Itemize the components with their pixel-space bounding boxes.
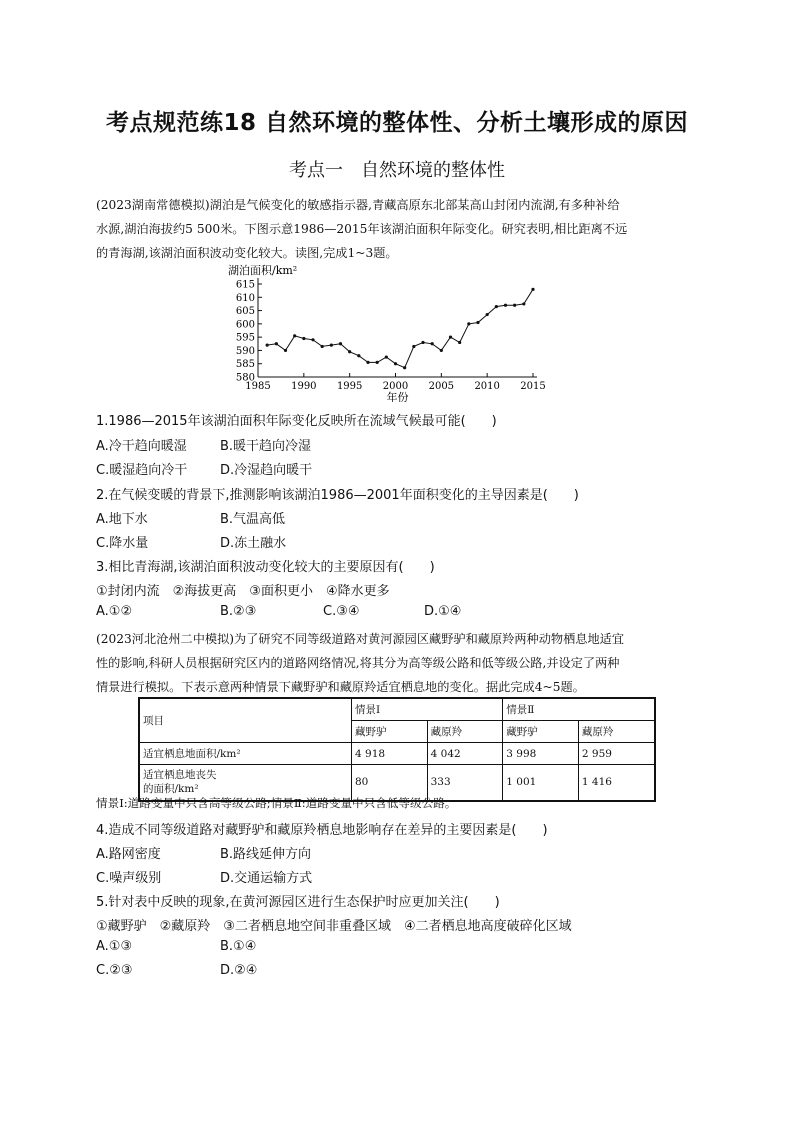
question-1-stem: 1.1986—2015年该湖泊面积年际变化反映所在流域气候最可能( ) (96, 414, 497, 429)
x-tick-label: 2000 (382, 381, 409, 392)
x-tick-label: 1995 (336, 381, 363, 392)
data-point (403, 366, 406, 369)
table-header-item: 项目 (139, 698, 352, 743)
data-point (394, 362, 397, 365)
q5-option-c[interactable]: C.②③ (96, 963, 133, 978)
data-point (366, 361, 369, 364)
table-cell: 80 (352, 765, 428, 801)
intro-passage-1 (96, 193, 702, 265)
q3-option-c[interactable]: C.③④ (323, 604, 360, 619)
data-point (486, 313, 489, 316)
question-4-stem: 4.造成不同等级道路对藏野驴和藏原羚栖息地影响存在差异的主要因素是( ) (96, 823, 548, 838)
data-point (513, 304, 516, 307)
intro-line: (2023河北沧州二中模拟)为了研究不同等级道路对黄河源园区藏野驴和藏原羚两种动物栖息地适宜 (96, 632, 625, 646)
data-point (275, 342, 278, 345)
question-5-stem: 5.针对表中反映的现象,在黄河源园区进行生态保护时应更加关注( ) (96, 895, 500, 910)
data-point (467, 322, 470, 325)
table-cell: 333 (427, 765, 503, 801)
q3-option-b[interactable]: B.②③ (220, 604, 257, 619)
data-point (311, 338, 314, 341)
question-3-stem: 3.相比青海湖,该湖泊面积波动变化较大的主要原因有( ) (96, 560, 435, 575)
question-5-statements: ①藏野驴 ②藏原羚 ③二者栖息地空间非重叠区域 ④二者栖息地高度破碎化区域 (96, 919, 572, 934)
x-axis-label: 年份 (386, 391, 409, 402)
q4-option-c[interactable]: C.噪声级别 (96, 871, 162, 886)
q2-option-c[interactable]: C.降水量 (96, 536, 149, 551)
y-tick-label: 610 (235, 292, 255, 304)
q1-option-c[interactable]: C.暖湿趋向冷干 (96, 463, 188, 478)
habitat-table (138, 697, 656, 802)
y-tick-label: 585 (235, 359, 255, 371)
data-point (348, 350, 351, 353)
q1-option-a[interactable]: A.冷干趋向暖湿 (96, 439, 187, 454)
q2-option-a[interactable]: A.地下水 (96, 512, 148, 527)
q4-option-a[interactable]: A.路网密度 (96, 847, 161, 862)
table-row-label: 适宜栖息地面积/km² (139, 743, 352, 765)
data-point (357, 354, 360, 357)
y-tick-label: 590 (235, 345, 255, 357)
intro-passage-2 (96, 627, 702, 699)
data-point (412, 345, 415, 348)
q4-option-b[interactable]: B.路线延伸方向 (220, 847, 312, 862)
page-title: 考点规范练18 自然环境的整体性、分析土壤形成的原因 (105, 110, 688, 136)
table-subheader: 藏野驴 (352, 721, 428, 743)
table-subheader: 藏原羚 (578, 721, 655, 743)
data-point (531, 288, 534, 291)
table-cell: 1 416 (578, 765, 655, 801)
x-tick-label: 2010 (474, 381, 500, 392)
intro-line: (2023湖南常德模拟)湖泊是气候变化的敏感指示器,青藏高原东北部某高山封闭内流湖,有多种补给 (96, 198, 620, 212)
x-tick-label: 1990 (291, 381, 317, 392)
table-subheader: 藏野驴 (503, 721, 579, 743)
q2-option-d[interactable]: D.冻土融水 (220, 536, 287, 551)
y-tick-label: 595 (235, 332, 255, 344)
data-point (458, 341, 461, 344)
y-tick-label: 580 (235, 372, 255, 384)
data-point (504, 304, 507, 307)
section-subtitle: 考点一 自然环境的整体性 (289, 160, 505, 181)
q3-option-d[interactable]: D.①④ (424, 604, 462, 619)
data-point (421, 341, 424, 344)
intro-line: 情景进行模拟。下表示意两种情景下藏野驴和藏原羚适宜栖息地的变化。据此完成4~5题。 (96, 680, 585, 694)
table-subheader: 藏原羚 (427, 721, 503, 743)
table-header-scenario-2: 情景Ⅱ (503, 698, 655, 721)
data-point (476, 321, 479, 324)
table-header-scenario-1: 情景Ⅰ (352, 698, 503, 721)
table-cell: 1 001 (503, 765, 579, 801)
data-point (440, 349, 443, 352)
data-point (293, 334, 296, 337)
lake-area-line-chart (228, 262, 558, 402)
q1-option-b[interactable]: B.暖干趋向冷湿 (220, 439, 312, 454)
question-2-stem: 2.在气候变暖的背景下,推测影响该湖泊1986—2001年面积变化的主导因素是( ) (96, 488, 579, 503)
data-point (321, 345, 324, 348)
q5-option-a[interactable]: A.①③ (96, 939, 133, 954)
intro-line: 的青海湖,该湖泊面积波动变化较大。读图,完成1~3题。 (96, 246, 398, 260)
y-tick-label: 600 (235, 319, 255, 331)
y-tick-label: 605 (235, 306, 255, 318)
data-point (302, 337, 305, 340)
data-point (376, 361, 379, 364)
y-axis-label: 湖泊面积/km² (228, 264, 298, 277)
q5-option-d[interactable]: D.②④ (220, 963, 258, 978)
y-tick-label: 615 (235, 279, 255, 291)
x-tick-label: 2005 (428, 381, 455, 392)
data-point (266, 344, 269, 347)
data-point (431, 342, 434, 345)
table-cell: 4 918 (352, 743, 428, 765)
table-note: 情景Ⅰ:道路变量中只含高等级公路;情景Ⅱ:道路变量中只含低等级公路。 (96, 796, 457, 810)
x-tick-label: 2015 (520, 381, 546, 392)
table-row-label-line: 的面积/km² (143, 783, 199, 796)
q1-option-d[interactable]: D.冷湿趋向暖干 (220, 463, 313, 478)
table-cell: 4 042 (427, 743, 503, 765)
intro-line: 性的影响,科研人员根据研究区内的道路网络情况,将其分为高等级公路和低等级公路,并设定了两种 (96, 656, 620, 670)
q5-option-b[interactable]: B.①④ (220, 939, 257, 954)
lake-area-series-line (267, 289, 533, 367)
question-3-statements: ①封闭内流 ②海拔更高 ③面积更小 ④降水更多 (96, 584, 390, 599)
data-point (339, 342, 342, 345)
q3-option-a[interactable]: A.①② (96, 604, 133, 619)
q2-option-b[interactable]: B.气温高低 (220, 512, 286, 527)
data-point (449, 336, 452, 339)
table-cell: 2 959 (578, 743, 655, 765)
data-point (385, 355, 388, 358)
q4-option-d[interactable]: D.交通运输方式 (220, 871, 313, 886)
table-row-label-line: 适宜栖息地丧失 (143, 769, 217, 782)
data-point (284, 349, 287, 352)
data-point (522, 302, 525, 305)
table-cell: 3 998 (503, 743, 579, 765)
data-point (495, 305, 498, 308)
intro-line: 水源,湖泊海拔约5 500米。下图示意1986—2015年该湖泊面积年际变化。研究表明,相比距离不远 (96, 222, 628, 236)
data-point (330, 344, 333, 347)
x-tick-label: 1985 (245, 381, 271, 392)
